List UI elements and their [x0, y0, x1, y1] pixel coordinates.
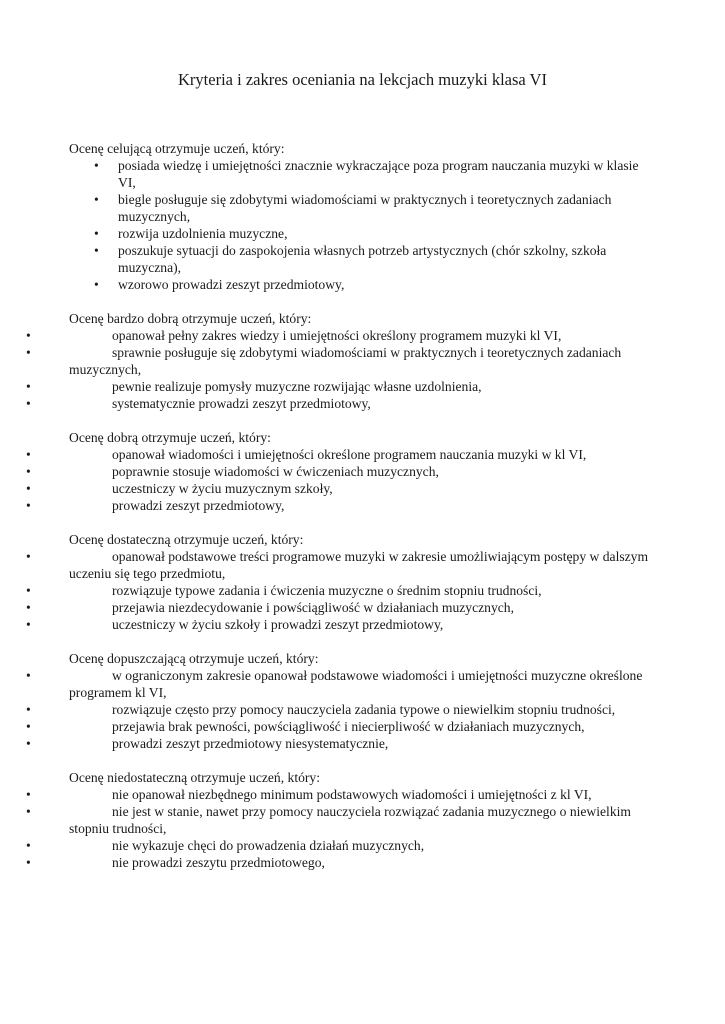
list-item: [26, 854, 659, 871]
list-item: [26, 395, 659, 412]
list-item: [26, 803, 659, 837]
section-heading: Ocenę bardzo dobrą otrzymuje uczeń, który:: [69, 311, 312, 326]
bullet-icon: •: [26, 736, 31, 751]
grade-section-bardzo-dobra: [26, 310, 659, 412]
criteria-list: [26, 548, 659, 633]
document-body: [26, 140, 659, 888]
bullet-icon: •: [26, 549, 31, 564]
list-item: [26, 548, 659, 582]
list-item-text: uczestniczy w życiu muzycznym szkoły,: [112, 481, 333, 496]
list-item: [69, 225, 659, 242]
bullet-icon: •: [26, 464, 31, 479]
list-item: [26, 378, 659, 395]
bullet-icon: •: [94, 158, 99, 173]
bullet-icon: •: [26, 498, 31, 513]
list-item: [26, 463, 659, 480]
list-item: [26, 497, 659, 514]
list-item: [26, 718, 659, 735]
list-item: [26, 582, 659, 599]
list-item-text: nie jest w stanie, nawet przy pomocy nauczyciela rozwiązać zadania muzycznego o niewielkim stopniu trudności,: [69, 804, 631, 836]
list-item: [26, 446, 659, 463]
bullet-icon: •: [26, 447, 31, 462]
bullet-icon: •: [26, 617, 31, 632]
list-item-text: opanował wiadomości i umiejętności określone programem nauczania muzyki w kl VI,: [112, 447, 587, 462]
bullet-icon: •: [94, 243, 99, 258]
list-item-text: biegle posługuje się zdobytymi wiadomościami w praktycznych i teoretycznych zadaniach muzycznych,: [118, 192, 612, 224]
criteria-list: [26, 786, 659, 871]
list-item-text: rozwija uzdolnienia muzyczne,: [118, 226, 288, 241]
bullet-icon: •: [26, 719, 31, 734]
grade-section-dopuszczajaca: [26, 650, 659, 752]
list-item-text: nie prowadzi zeszytu przedmiotowego,: [112, 855, 325, 870]
section-heading: Ocenę dostateczną otrzymuje uczeń, który:: [69, 532, 304, 547]
list-item-text: rozwiązuje typowe zadania i ćwiczenia muzyczne o średnim stopniu trudności,: [112, 583, 542, 598]
list-item-text: sprawnie posługuje się zdobytymi wiadomościami w praktycznych i teoretycznych zadaniach muzycznych,: [69, 345, 622, 377]
section-heading: Ocenę dobrą otrzymuje uczeń, który:: [69, 430, 271, 445]
list-item-text: poprawnie stosuje wiadomości w ćwiczeniach muzycznych,: [112, 464, 439, 479]
list-item-text: nie wykazuje chęci do prowadzenia działań muzycznych,: [112, 838, 425, 853]
list-item-text: przejawia brak pewności, powściągliwość i niecierpliwość w działaniach muzycznych,: [112, 719, 585, 734]
criteria-list: [26, 327, 659, 412]
list-item-text: w ograniczonym zakresie opanował podstawowe wiadomości i umiejętności muzyczne określone programem kl VI,: [69, 668, 643, 700]
list-item: [69, 242, 659, 276]
list-item: [26, 837, 659, 854]
list-item: [26, 599, 659, 616]
list-item-text: posiada wiedzę i umiejętności znacznie wykraczające poza program nauczania muzyki w klasie VI,: [118, 158, 639, 190]
bullet-icon: •: [26, 838, 31, 853]
bullet-icon: •: [26, 702, 31, 717]
grade-section-dobra: [26, 429, 659, 514]
bullet-icon: •: [26, 379, 31, 394]
list-item-text: opanował pełny zakres wiedzy i umiejętności określony programem muzyki kl VI,: [112, 328, 562, 343]
criteria-list: [69, 157, 659, 293]
list-item-text: przejawia niezdecydowanie i powściągliwość w działaniach muzycznych,: [112, 600, 514, 615]
list-item: [69, 191, 659, 225]
list-item-text: poszukuje sytuacji do zaspokojenia własnych potrzeb artystycznych (chór szkolny, szkoła muzyczna),: [118, 243, 607, 275]
list-item: [26, 344, 659, 378]
bullet-icon: •: [26, 396, 31, 411]
list-item-text: systematycznie prowadzi zeszyt przedmiotowy,: [112, 396, 371, 411]
list-item: [26, 735, 659, 752]
grade-section-niedostateczna: [26, 769, 659, 871]
bullet-icon: •: [94, 277, 99, 292]
grade-section-dostateczna: [26, 531, 659, 633]
list-item-text: prowadzi zeszyt przedmiotowy,: [112, 498, 285, 513]
bullet-icon: •: [26, 583, 31, 598]
criteria-list: [26, 667, 659, 752]
list-item-text: wzorowo prowadzi zeszyt przedmiotowy,: [118, 277, 345, 292]
bullet-icon: •: [26, 804, 31, 819]
list-item-text: nie opanował niezbędnego minimum podstawowych wiadomości i umiejętności z kl VI,: [112, 787, 592, 802]
list-item-text: pewnie realizuje pomysły muzyczne rozwijając własne uzdolnienia,: [112, 379, 482, 394]
list-item: [26, 480, 659, 497]
document-title: Kryteria i zakres oceniania na lekcjach muzyki klasa VI: [178, 70, 547, 89]
grade-section-celujaca: [69, 140, 659, 293]
criteria-list: [26, 446, 659, 514]
bullet-icon: •: [94, 226, 99, 241]
section-heading: Ocenę dopuszczającą otrzymuje uczeń, który:: [69, 651, 319, 666]
bullet-icon: •: [26, 481, 31, 496]
list-item-text: opanował podstawowe treści programowe muzyki w zakresie umożliwiającym postępy w dalszym uczeniu się tego przedmiotu,: [69, 549, 649, 581]
list-item: [69, 276, 659, 293]
bullet-icon: •: [26, 328, 31, 343]
list-item: [26, 667, 659, 701]
list-item-text: prowadzi zeszyt przedmiotowy niesystematycznie,: [112, 736, 389, 751]
list-item-text: rozwiązuje często przy pomocy nauczyciela zadania typowe o niewielkim stopniu trudności,: [112, 702, 616, 717]
list-item: [69, 157, 659, 191]
section-heading: Ocenę celującą otrzymuje uczeń, który:: [69, 141, 285, 156]
list-item-text: uczestniczy w życiu szkoły i prowadzi zeszyt przedmiotowy,: [112, 617, 444, 632]
bullet-icon: •: [26, 855, 31, 870]
bullet-icon: •: [26, 600, 31, 615]
bullet-icon: •: [26, 787, 31, 802]
bullet-icon: •: [94, 192, 99, 207]
list-item: [26, 327, 659, 344]
section-heading: Ocenę niedostateczną otrzymuje uczeń, który:: [69, 770, 320, 785]
bullet-icon: •: [26, 668, 31, 683]
bullet-icon: •: [26, 345, 31, 360]
list-item: [26, 786, 659, 803]
list-item: [26, 701, 659, 718]
list-item: [26, 616, 659, 633]
